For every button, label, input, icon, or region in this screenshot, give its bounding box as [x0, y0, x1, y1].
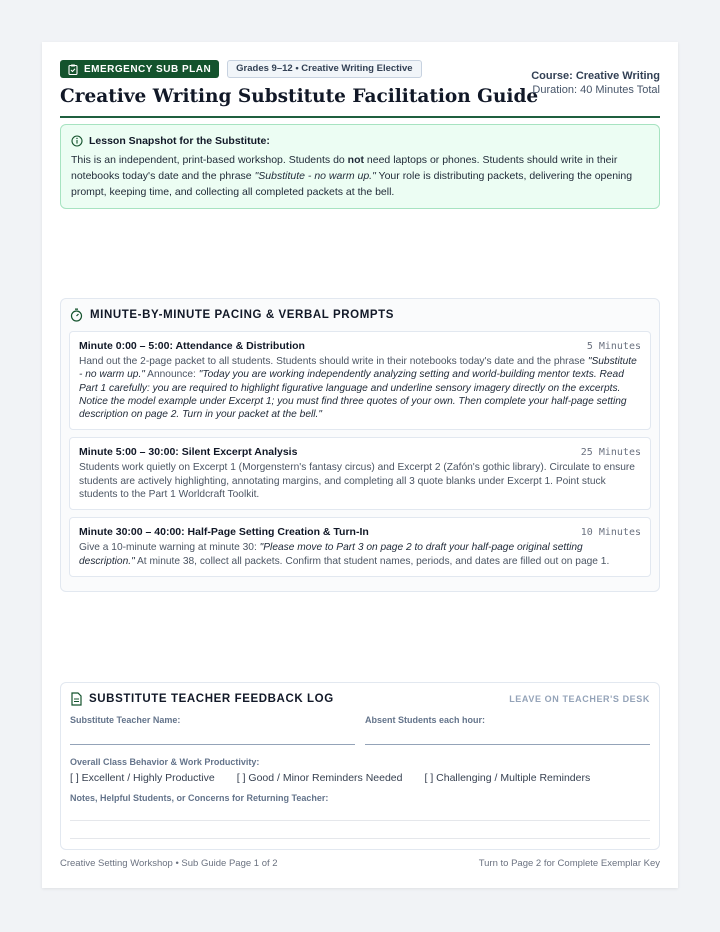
stopwatch-icon [70, 308, 83, 322]
absent-label: Absent Students each hour: [365, 715, 486, 725]
course-info [531, 70, 660, 96]
block-text: Students work quietly on Excerpt 1 (Morgenstern's fantasy circus) and Excerpt 2 (Zafón's gothic library). Circulate to ensure students are actively highlighting, annotating margins, and completing all 3 quote blanks under Excerpt 1. Point stuck students to the Part 1 Worldcraft Toolkit. [79, 462, 635, 501]
clipboard-icon [68, 64, 78, 75]
course-name: Course: Creative Writing [531, 70, 660, 82]
document-icon [71, 692, 82, 706]
sub-name-field[interactable] [70, 725, 355, 745]
block-title: Minute 30:00 – 40:00: Half-Page Setting Creation & Turn-In [79, 526, 369, 539]
block-title: Minute 0:00 – 5:00: Attendance & Distribution [79, 340, 305, 352]
pacing-heading: MINUTE-BY-MINUTE PACING & VERBAL PROMPTS [90, 309, 395, 321]
course-duration: Duration: 40 Minutes Total [532, 84, 660, 96]
pacing-section [60, 298, 660, 592]
notes-label: Notes, Helpful Students, or Concerns for Returning Teacher: [70, 793, 329, 803]
feedback-heading: SUBSTITUTE TEACHER FEEDBACK LOG [89, 693, 334, 705]
notes-line[interactable] [70, 821, 650, 839]
snapshot-heading: Lesson Snapshot for the Substitute: [89, 135, 270, 147]
block-duration: 5 Minutes [586, 341, 641, 352]
emergency-badge-label: EMERGENCY SUB PLAN [84, 63, 212, 75]
block-duration: 10 Minutes [580, 527, 641, 539]
page [42, 42, 678, 888]
option-challenging[interactable]: [ ] Challenging / Multiple Reminders [424, 772, 591, 784]
footer-left: Creative Setting Workshop • Sub Guide Page 1 of 2 [60, 858, 278, 869]
notes-line[interactable] [70, 803, 650, 821]
sub-name-label: Substitute Teacher Name: [70, 715, 181, 725]
header [60, 60, 660, 118]
absent-field[interactable] [365, 725, 650, 745]
behavior-label: Overall Class Behavior & Work Productivity: [70, 757, 260, 767]
pacing-block [69, 437, 651, 510]
snapshot-text: This is an independent, print-based workshop. Students do not need laptops or phones. Students should write in their notebooks today's date and the phrase "Substitute - no warm up." Your role is distributing packets, delivering the opening prompt, keeping time, and collecting all completed packets at the bell. [71, 154, 633, 198]
block-title: Minute 5:00 – 30:00: Silent Excerpt Analysis [79, 446, 298, 459]
block-duration: 25 Minutes [580, 447, 641, 459]
info-icon [71, 135, 83, 147]
option-good[interactable]: [ ] Good / Minor Reminders Needed [236, 772, 403, 784]
page-footer [60, 858, 660, 869]
page-title: Creative Writing Substitute Facilitation Guide [60, 86, 539, 107]
feedback-log [60, 682, 660, 850]
block-text: Give a 10-minute warning at minute 30: "Please move to Part 3 on page 2 to draft your half-page original setting description." At minute 38, collect all packets. Confirm that student names, periods, and dates are filled out on page 1. [79, 542, 610, 567]
option-excellent[interactable]: [ ] Excellent / Highly Productive [70, 772, 215, 784]
pacing-block [69, 517, 651, 577]
footer-right: Turn to Page 2 for Complete Exemplar Key [478, 858, 660, 869]
lesson-snapshot [60, 124, 660, 209]
pacing-block [69, 331, 651, 430]
desk-note: LEAVE ON TEACHER'S DESK [509, 694, 650, 704]
grade-badge: Grades 9–12 • Creative Writing Elective [227, 60, 421, 78]
block-text: Hand out the 2-page packet to all students. Students should write in their notebooks today's date and the phrase "Substitute - no warm up." Announce: "Today you are working independently analyzing setting and world-building mentor texts. Read Part 1 carefully: you are required to highlight figurative language and underline sensory imagery directly on the excerpts. Notice the model example under Excerpt 1; you must find three quotes of your own. Then complete your half-page setting description on page 2. Turn in your packet at the bell." [79, 356, 637, 421]
emergency-badge [60, 60, 219, 78]
